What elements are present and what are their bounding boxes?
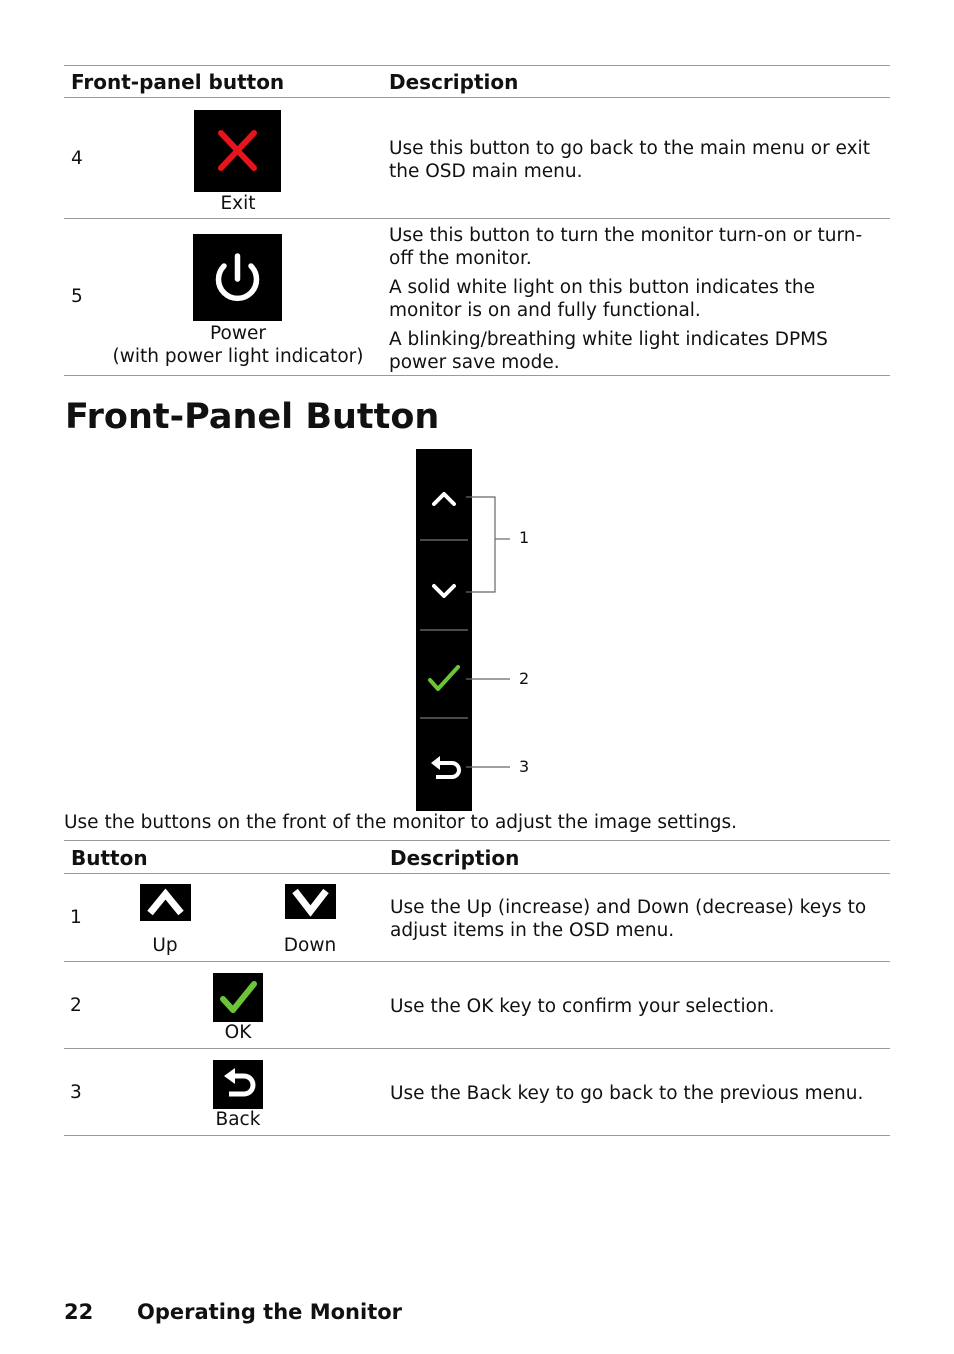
table2-top-rule — [64, 840, 890, 841]
row-number: 4 — [71, 148, 83, 169]
down-caption: Down — [283, 935, 337, 956]
row-divider — [64, 961, 890, 962]
section-intro: Use the buttons on the front of the monitor to adjust the image settings. — [64, 812, 738, 833]
power-description — [389, 224, 884, 378]
table1-bottom-rule — [64, 375, 890, 376]
back-caption: Back — [215, 1109, 261, 1130]
table1-top-rule — [64, 65, 890, 66]
back-description: Use the Back key to go back to the previous menu. — [390, 1083, 864, 1104]
checkmark-icon — [213, 973, 263, 1022]
table2-header-button: Button — [71, 846, 148, 870]
table1-header-description: Description — [389, 70, 519, 94]
description-text: Use this button to go back to the main menu or exit the OSD main menu. — [389, 138, 870, 182]
table2-bottom-rule — [64, 1135, 890, 1136]
row-number: 5 — [71, 286, 83, 307]
row-divider — [64, 1048, 890, 1049]
row-number: 3 — [70, 1082, 82, 1103]
table1-header-button: Front-panel button — [71, 70, 285, 94]
row-divider — [64, 218, 890, 219]
up-arrow-icon — [140, 884, 191, 921]
description-text: A solid white light on this button indicates the monitor is on and fully functional. — [389, 277, 816, 321]
table1-header-rule — [64, 97, 890, 98]
table2-header-description: Description — [390, 846, 520, 870]
exit-description — [389, 137, 884, 187]
chapter-title: Operating the Monitor — [137, 1300, 403, 1324]
table2-header-rule — [64, 873, 890, 874]
description-text: Use this button to turn the monitor turn-on or turn-off the monitor. — [389, 225, 863, 269]
row-number: 1 — [70, 907, 82, 928]
callout-2: 2 — [519, 669, 530, 688]
callout-3: 3 — [519, 757, 530, 776]
power-caption: Power — [210, 323, 266, 344]
power-icon — [193, 234, 282, 321]
ok-description: Use the OK key to confirm your selection. — [390, 996, 775, 1017]
exit-caption: Exit — [220, 193, 256, 214]
section-title: Front-Panel Button — [65, 397, 440, 437]
callout-1: 1 — [519, 528, 530, 547]
power-caption-sub: (with power light indicator) — [112, 346, 364, 367]
exit-x-icon — [194, 110, 281, 192]
front-panel-diagram — [380, 445, 580, 815]
description-text: A blinking/breathing white light indicates DPMS power save mode. — [389, 329, 828, 373]
down-arrow-icon — [285, 884, 336, 919]
ok-caption: OK — [224, 1022, 252, 1043]
row-number: 2 — [70, 995, 82, 1016]
page-number: 22 — [64, 1300, 94, 1324]
updown-description: Use the Up (increase) and Down (decrease) keys to adjust items in the OSD menu. — [390, 897, 867, 941]
back-arrow-icon — [213, 1060, 263, 1109]
up-caption: Up — [152, 935, 178, 956]
